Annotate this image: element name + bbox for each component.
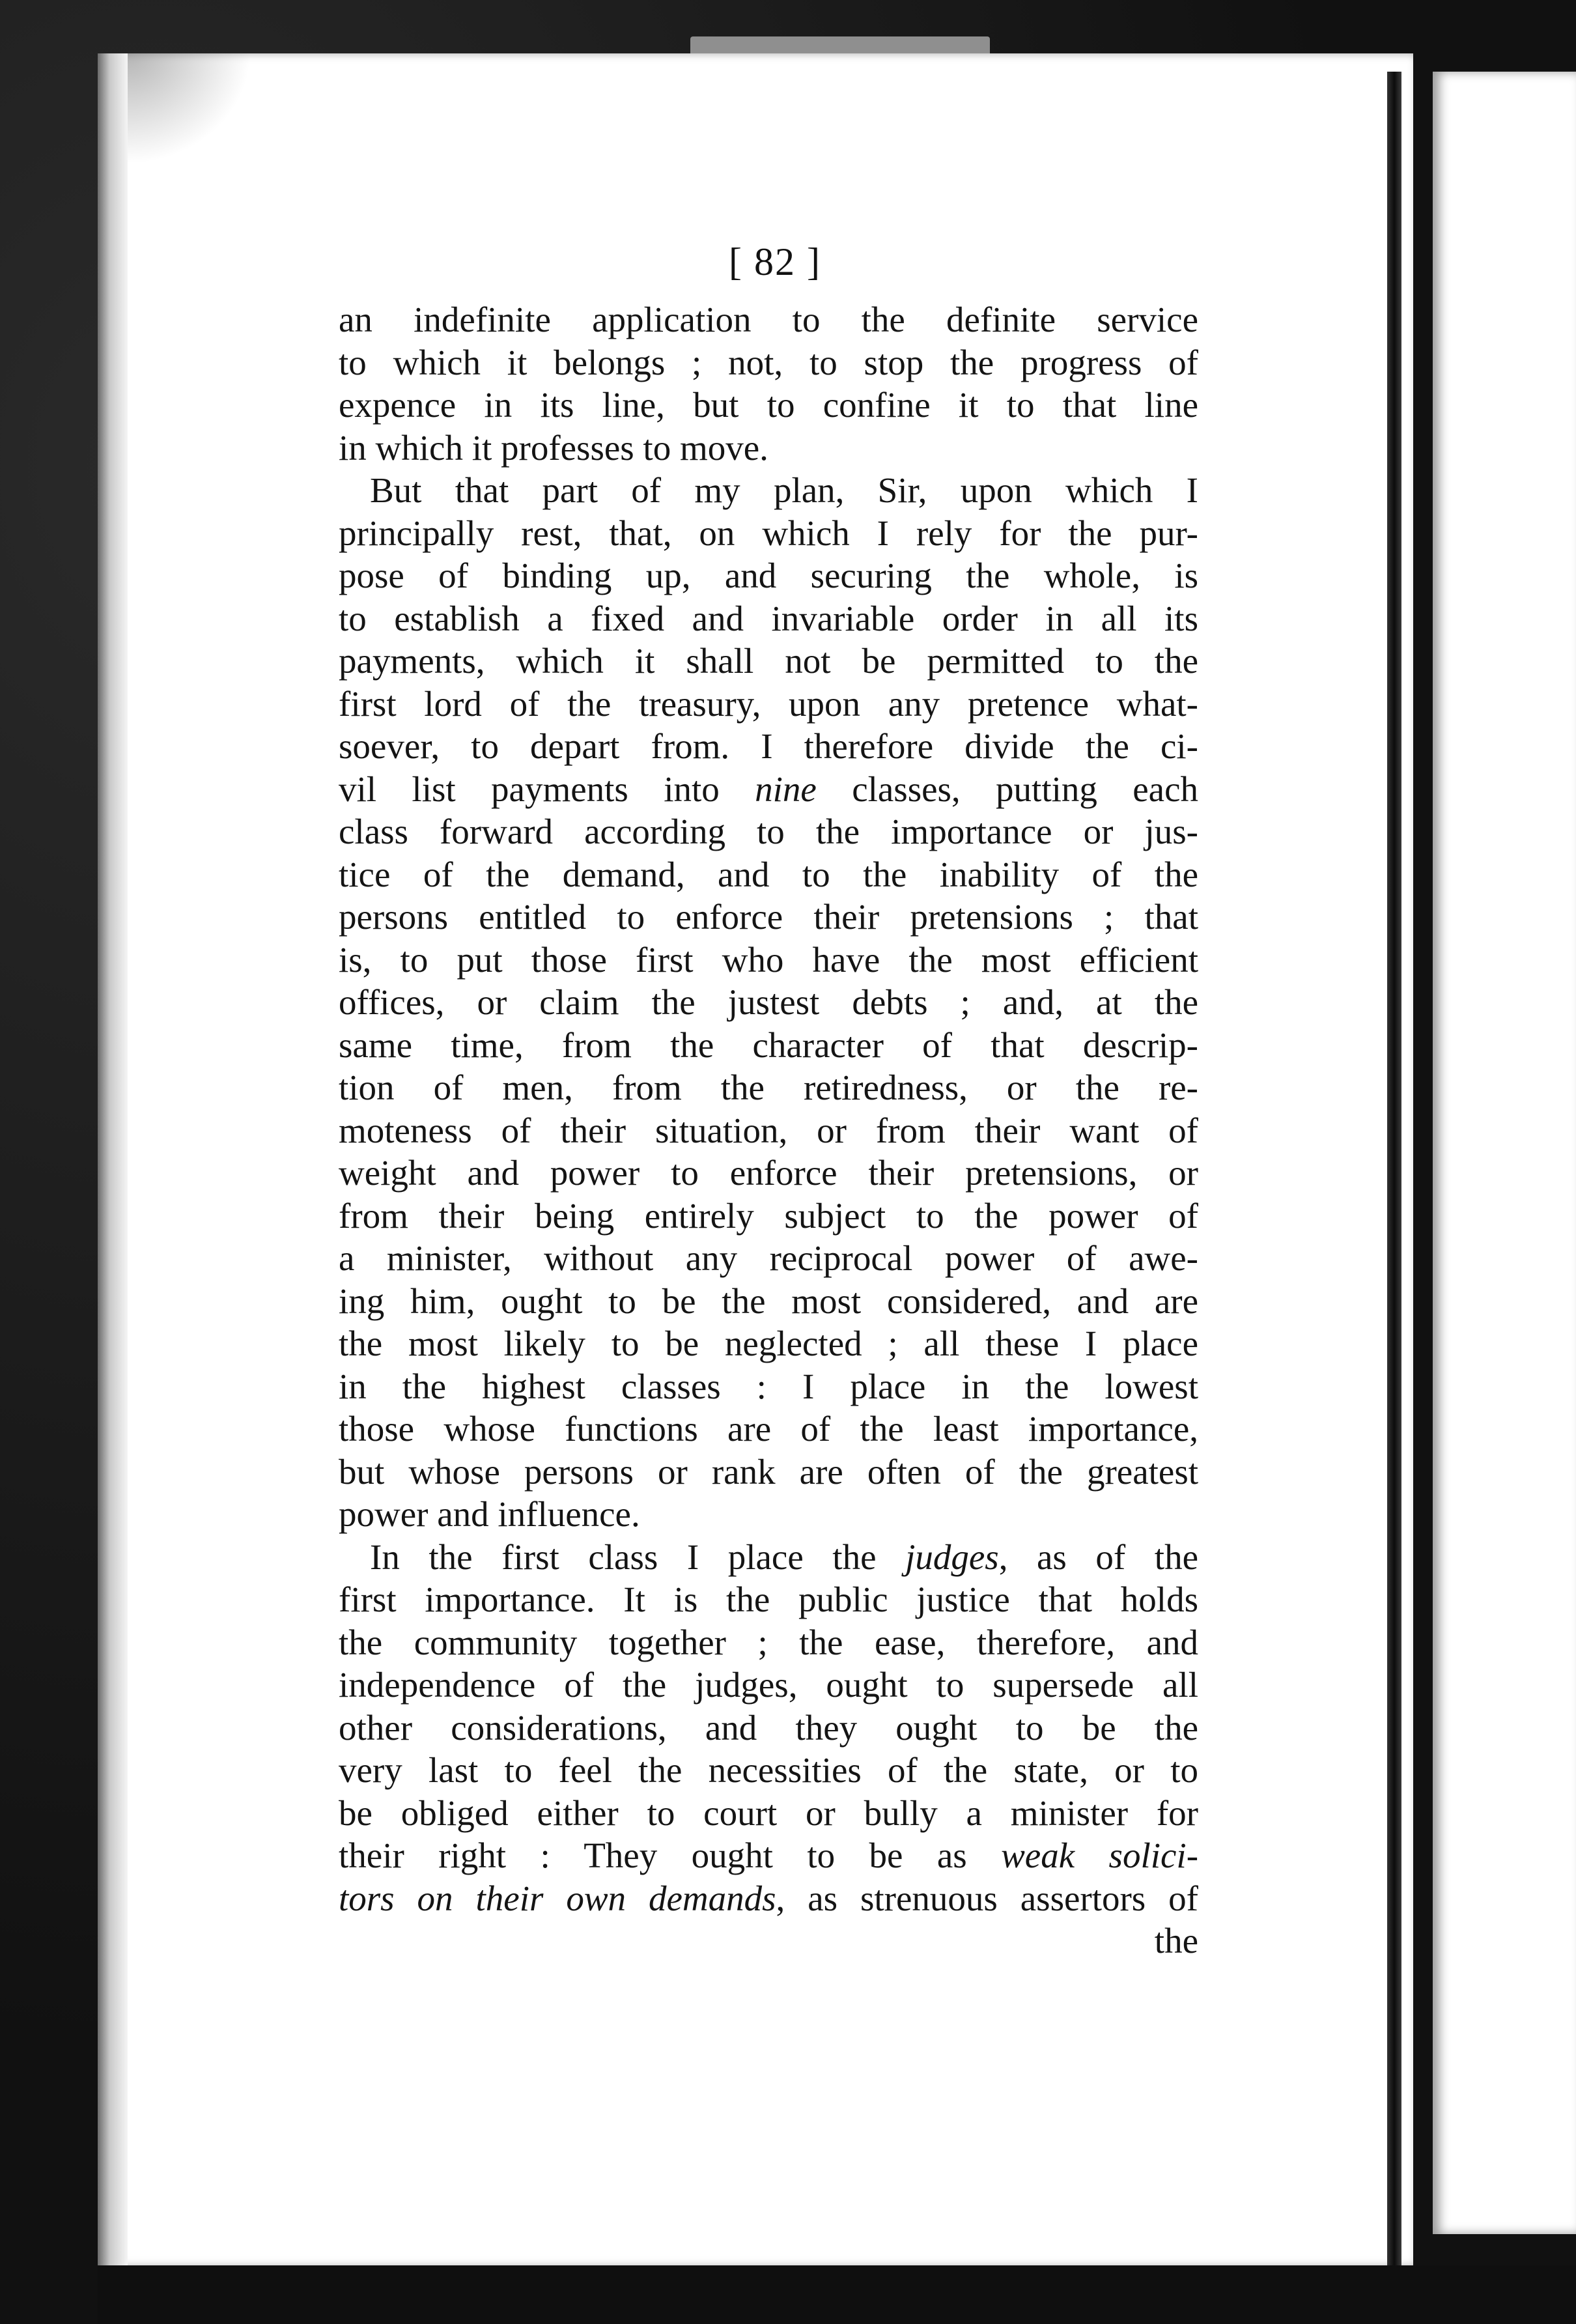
text-line: offices, or claim the justest debts ; and, at the [339, 982, 1198, 1022]
text-line: expence in its line, but to confine it to that line [339, 385, 1198, 425]
text-segment: , as strenuous assertors of [776, 1878, 1198, 1918]
text-line [339, 768, 1198, 811]
text-line: first lord of the treasury, upon any pretence what- [339, 683, 1198, 724]
page-number-header: [ 82 ] [729, 240, 821, 283]
text-line: but whose persons or rank are often of the greatest [339, 1451, 1198, 1492]
text-line: first importance. It is the public justice that holds [339, 1580, 1198, 1619]
text-line: in the highest classes : I place in the lowest [339, 1366, 1198, 1406]
text-line: persons entitled to enforce their pretensions ; that [339, 897, 1198, 937]
text-segment: classes, putting each [816, 769, 1198, 809]
text-line: class forward according to the importance or jus- [339, 812, 1198, 851]
text-line: soever, to depart from. I therefore divide the ci- [339, 726, 1198, 766]
text-line: independence of the judges, ought to supersede all [339, 1665, 1198, 1705]
text-line: tice of the demand, and to the inability of the [339, 854, 1198, 894]
text-segment: vil list payments into [339, 769, 755, 809]
bottom-edge [98, 2265, 1576, 2324]
text-line: ing him, ought to be the most considered, and are [339, 1281, 1198, 1321]
page-corner-shadow [128, 53, 251, 164]
text-segment: , as of the [998, 1537, 1198, 1577]
text-line: principally rest, that, on which I rely for the pur- [339, 513, 1198, 553]
text-line: the most likely to be neglected ; all these I place [339, 1324, 1198, 1363]
italic-word-nine: nine [755, 769, 817, 809]
text-line: other considerations, and they ought to be the [339, 1707, 1198, 1748]
italic-phrase: weak solici- [1001, 1835, 1199, 1875]
text-line: the community together ; the ease, therefore, and [339, 1622, 1198, 1662]
text-line: power and influence. [339, 1494, 640, 1534]
text-line: moteness of their situation, or from their want of [339, 1110, 1198, 1150]
text-line: tion of men, from the retiredness, or the re- [339, 1068, 1198, 1107]
paragraph-start-line: But that part of my plan, Sir, upon which I [370, 470, 1198, 510]
text-line: very last to feel the necessities of the state, or to [339, 1750, 1198, 1790]
text-line: a minister, without any reciprocal power of awe- [339, 1238, 1198, 1278]
text-line [339, 1877, 1198, 1920]
paragraph-start-line [339, 1536, 1198, 1579]
page-left-edge [98, 53, 128, 2267]
text-line: pose of binding up, and securing the whole, is [339, 556, 1198, 595]
text-line: be obliged either to court or bully a minister for [339, 1793, 1198, 1833]
body-text [339, 298, 1198, 1963]
facing-page [1433, 72, 1576, 2234]
text-line: weight and power to enforce their pretensions, or [339, 1153, 1198, 1193]
text-line: those whose functions are of the least importance, [339, 1409, 1198, 1449]
book-gutter [1387, 72, 1401, 2267]
text-line: from their being entirely subject to the power of [339, 1195, 1198, 1236]
text-line: payments, which it shall not be permitted to the [339, 641, 1198, 681]
text-line: an indefinite application to the definite service [339, 300, 1198, 339]
italic-phrase: tors on their own demands [339, 1878, 776, 1918]
text-line: is, to put those first who have the most efficient [339, 939, 1198, 980]
catchword: the [1154, 1921, 1198, 1961]
text-segment: their right : They ought to be as [339, 1835, 1002, 1875]
text-line: in which it professes to move. [339, 427, 768, 468]
text-line [339, 1834, 1198, 1877]
text-line: to establish a fixed and invariable order in all its [339, 598, 1198, 638]
text-segment: In the first class I place the [370, 1537, 906, 1577]
italic-word-judges: judges [905, 1537, 999, 1577]
text-line: same time, from the character of that descrip- [339, 1025, 1198, 1065]
text-line: to which it belongs ; not, to stop the progress of [339, 342, 1198, 382]
